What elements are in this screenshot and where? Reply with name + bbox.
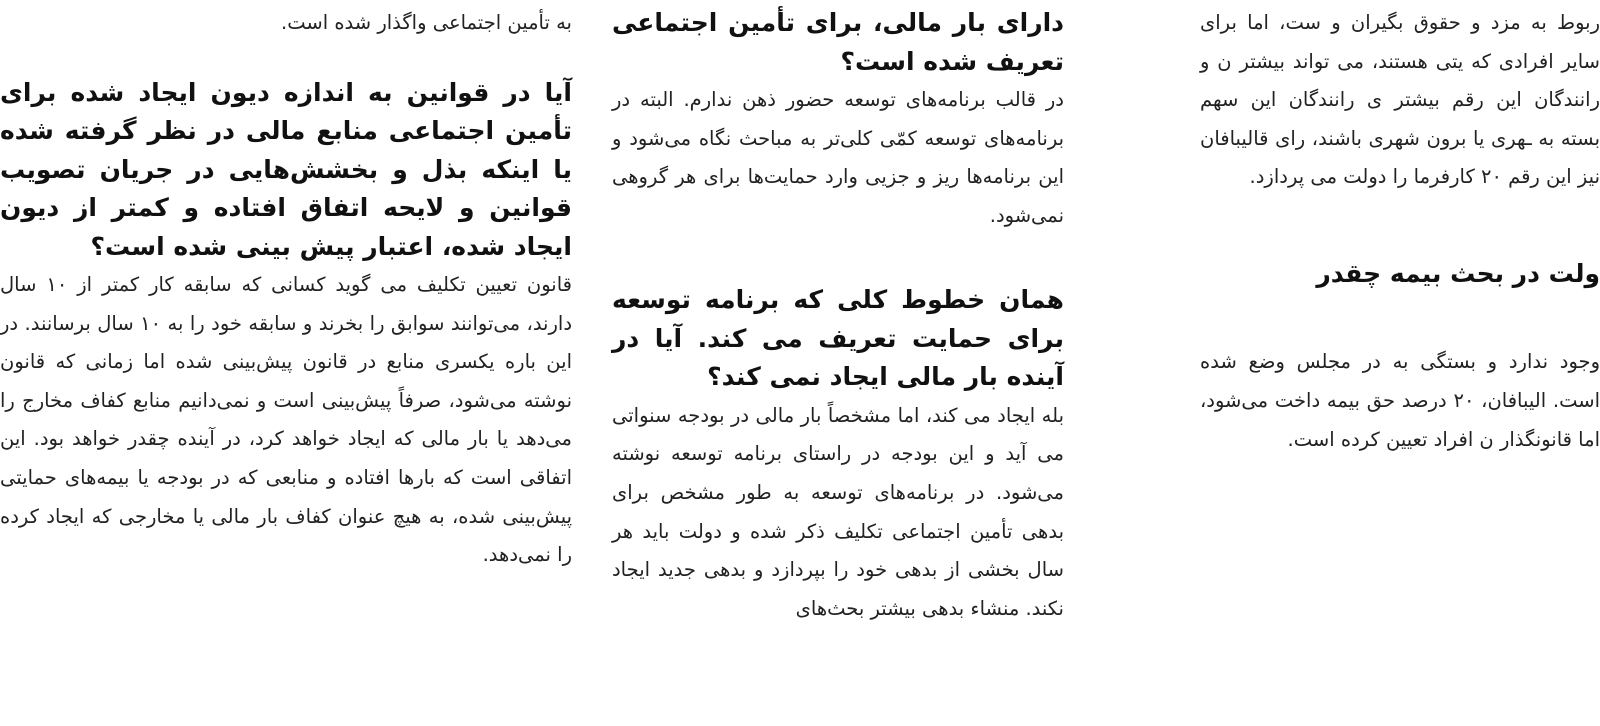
right-column — [1200, 0, 1600, 726]
left-column — [0, 0, 572, 726]
right-question-heading: ولت در بحث بیمه چقدر — [1316, 258, 1600, 288]
middle-answer-1-paragraph: در قالب برنامه‌های توسعه حضور ذهن ندارم. البته در برنامه‌های توسعه کمّی کلی‌تر به مباحث نگاه می‌شود و این برنامه‌ها ریز و جزیی وارد حمایت‌ها برای هر گروهی نمی‌شود. — [612, 88, 1064, 227]
middle-question-2-heading: همان خطوط کلی که برنامه توسعه برای حمایت تعریف می کند. آیا در آینده بار مالی ایجاد نمی کند؟ — [612, 285, 1064, 392]
right-paragraph-2: وجود ندارد و بستگی به در مجلس وضع شده است. الیبافان، ۲۰ درصد حق بیمه داخت می‌شود، اما قانونگذار ن افراد تعیین کرده است. — [1200, 350, 1600, 451]
middle-question-1-heading: دارای بار مالی، برای تأمین اجتماعی تعریف شده است؟ — [612, 8, 1064, 76]
left-top-line: به تأمین اجتماعی واگذار شده است. — [281, 11, 572, 34]
left-question-heading: آیا در قوانین به اندازه دیون ایجاد شده برای تأمین اجتماعی منابع مالی در نظر گرفته شده یا اینکه بذل و بخشش‌هایی در جریان تصویب قوانین و لایحه اتفاق افتاده و کمتر از دیون ایجاد شده، اعتبار پیش بینی شده است؟ — [0, 77, 572, 261]
left-answer-paragraph: قانون تعیین تکلیف می گوید کسانی که سابقه کار کمتر از ۱۰ سال دارند، می‌توانند سوابق را بخرند و سابقه خود را به ۱۰ سال برسانند. در این باره یکسری منابع در قانون پیش‌بینی شده اما زمانی که قانون نوشته می‌شود، صرفاً پیش‌بینی است و نمی‌دانیم منابع کفاف مخارج را می‌دهد یا بار مالی که ایجاد خواهد کرد، در آینده چقدر خواهد بود. این اتفاقی است که بارها افتاده و منابعی که در بودجه یا بیمه‌های حمایتی پیش‌بینی شده، به هیچ عنوان کفاف بار مالی یا مخارجی که ایجاد کرده را نمی‌دهد. — [0, 273, 573, 567]
middle-answer-2-paragraph: بله ایجاد می کند، اما مشخصاً بار مالی در بودجه سنواتی می آید و این بودجه در راستای برنامه توسعه نوشته می‌شود. در برنامه‌های توسعه به طور مشخص برای بدهی تأمین اجتماعی تکلیف ذکر شده و دولت باید هر سال بخشی از بدهی خود را بپردازد و بدهی جدید ایجاد نکند. منشاء بدهی بیشتر بحث‌های — [612, 403, 1064, 620]
right-paragraph-1: ربوط به مزد و حقوق بگیران و ست، اما برای سایر افرادی که یتی هستند، می تواند بیشتر ن و رانندگان این رقم بیشتر ی رانندگان این سهم بسته به ـهری یا برون شهری باشند، رای قالیبافان نیز این رقم ۲۰ کارفرما را دولت می پردازد. — [1200, 11, 1600, 189]
middle-column — [612, 0, 1064, 726]
